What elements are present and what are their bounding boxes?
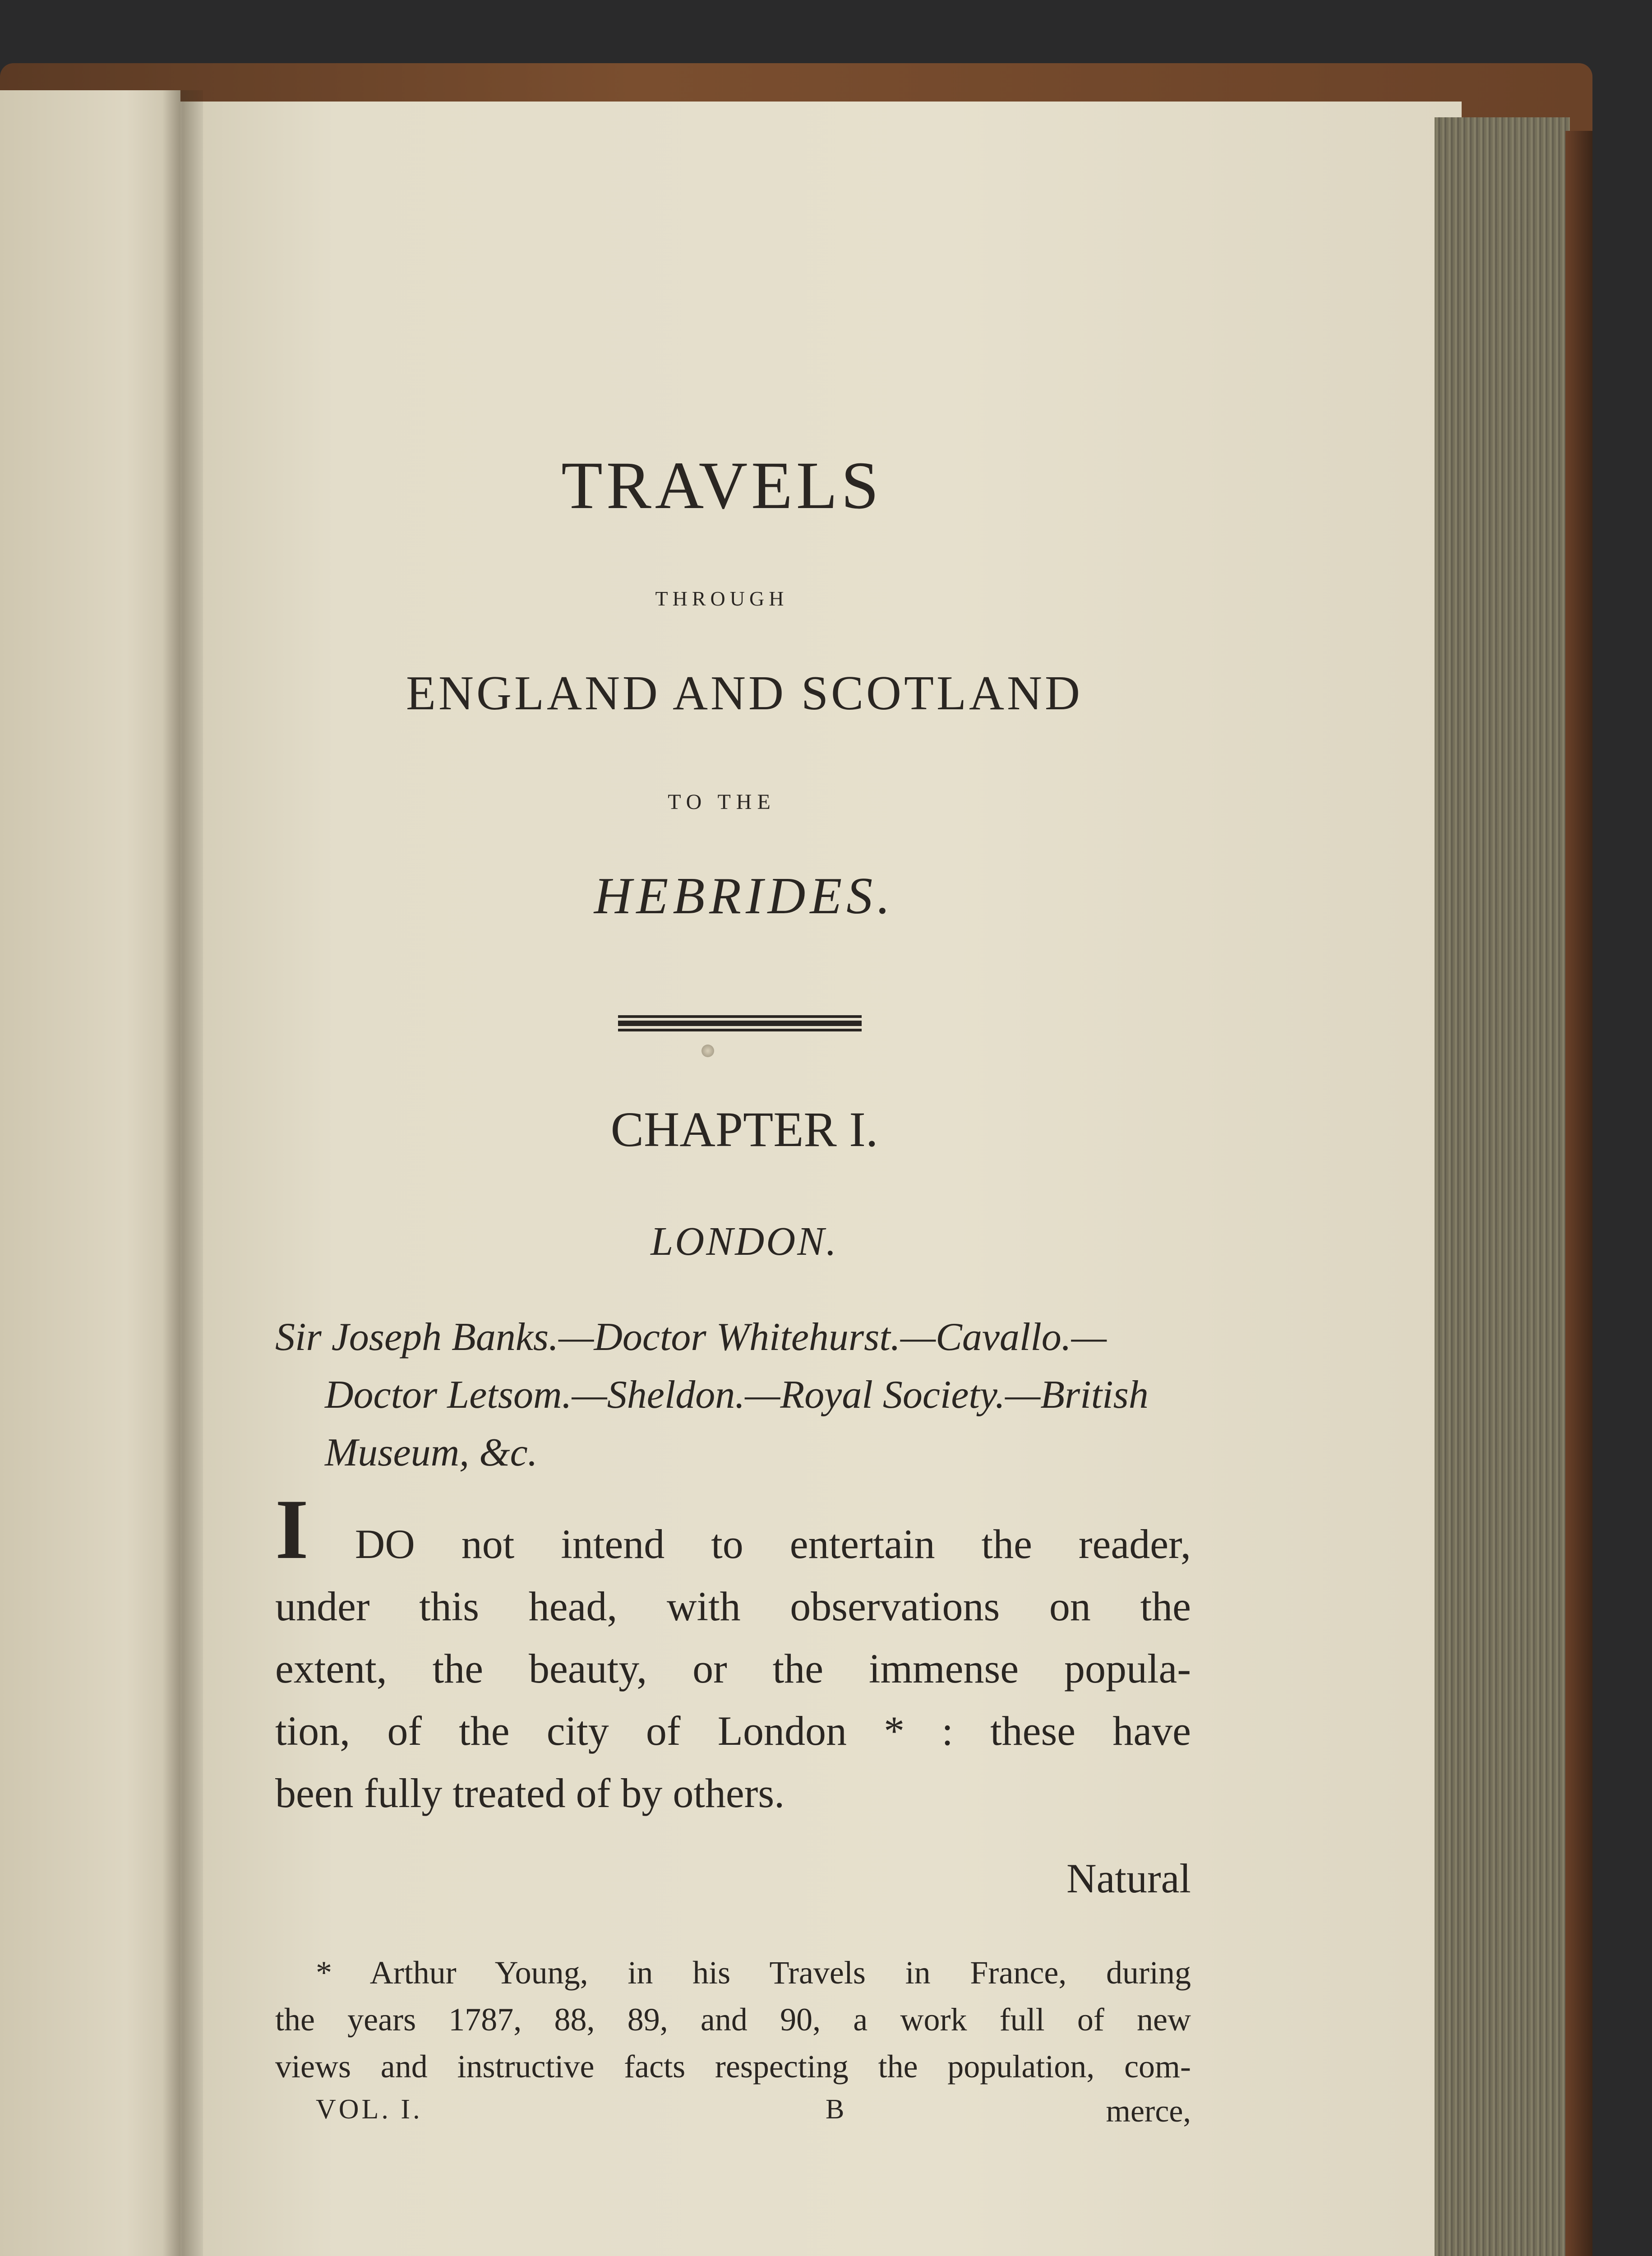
- gutter-shadow: [162, 90, 203, 2256]
- cover-edge: [1565, 131, 1592, 2256]
- footnote-line: the years 1787, 88, 89, and 90, a work full of new: [275, 2002, 1191, 2038]
- page-edges: [1435, 117, 1570, 2256]
- drop-cap: I: [275, 1482, 309, 1577]
- book-subtitle: ENGLAND AND SCOTLAND: [406, 666, 1083, 720]
- right-page: [180, 102, 1462, 2256]
- signature-line: [316, 2094, 1191, 2139]
- chapter-heading: CHAPTER I.: [610, 1102, 878, 1157]
- ornament-dot: [701, 1045, 714, 1057]
- book-title: TRAVELS: [561, 448, 882, 523]
- body-line: extent, the beauty, or the immense popula-: [275, 1646, 1191, 1692]
- body-line: tion, of the city of London * : these have: [275, 1708, 1191, 1754]
- summary-line: Museum, &c.: [325, 1431, 538, 1475]
- volume-label: VOL. I.: [316, 2094, 423, 2125]
- footnote-catchword: merce,: [1106, 2094, 1191, 2129]
- body-line: been fully treated of by others.: [275, 1770, 785, 1816]
- summary-line: Sir Joseph Banks.—Doctor Whitehurst.—Cavallo.—: [275, 1315, 1107, 1359]
- footnote-line: views and instructive facts respecting the population, com-: [275, 2048, 1191, 2085]
- body-line: under this head, with observations on the: [275, 1583, 1191, 1629]
- footnote: [275, 1949, 1191, 2090]
- body-line: [275, 1482, 1191, 1577]
- chapter-place: LONDON.: [651, 1219, 838, 1264]
- summary-line: Doctor Letsom.—Sheldon.—Royal Society.—British: [325, 1373, 1149, 1417]
- chapter-summary: [275, 1308, 1200, 1482]
- body-text: [275, 1482, 1191, 1824]
- footnote-line: * Arthur Young, in his Travels in France, during: [316, 1955, 1191, 1991]
- body-line-text: DO not intend to entertain the reader,: [355, 1521, 1191, 1567]
- catchword: Natural: [1066, 1855, 1191, 1901]
- decorative-rule: [618, 1015, 862, 1031]
- title-to-the: TO THE: [668, 790, 776, 814]
- left-page: [0, 90, 180, 2256]
- book-destination: HEBRIDES.: [594, 867, 895, 925]
- title-through: THROUGH: [655, 587, 789, 610]
- signature-mark: B: [826, 2094, 844, 2125]
